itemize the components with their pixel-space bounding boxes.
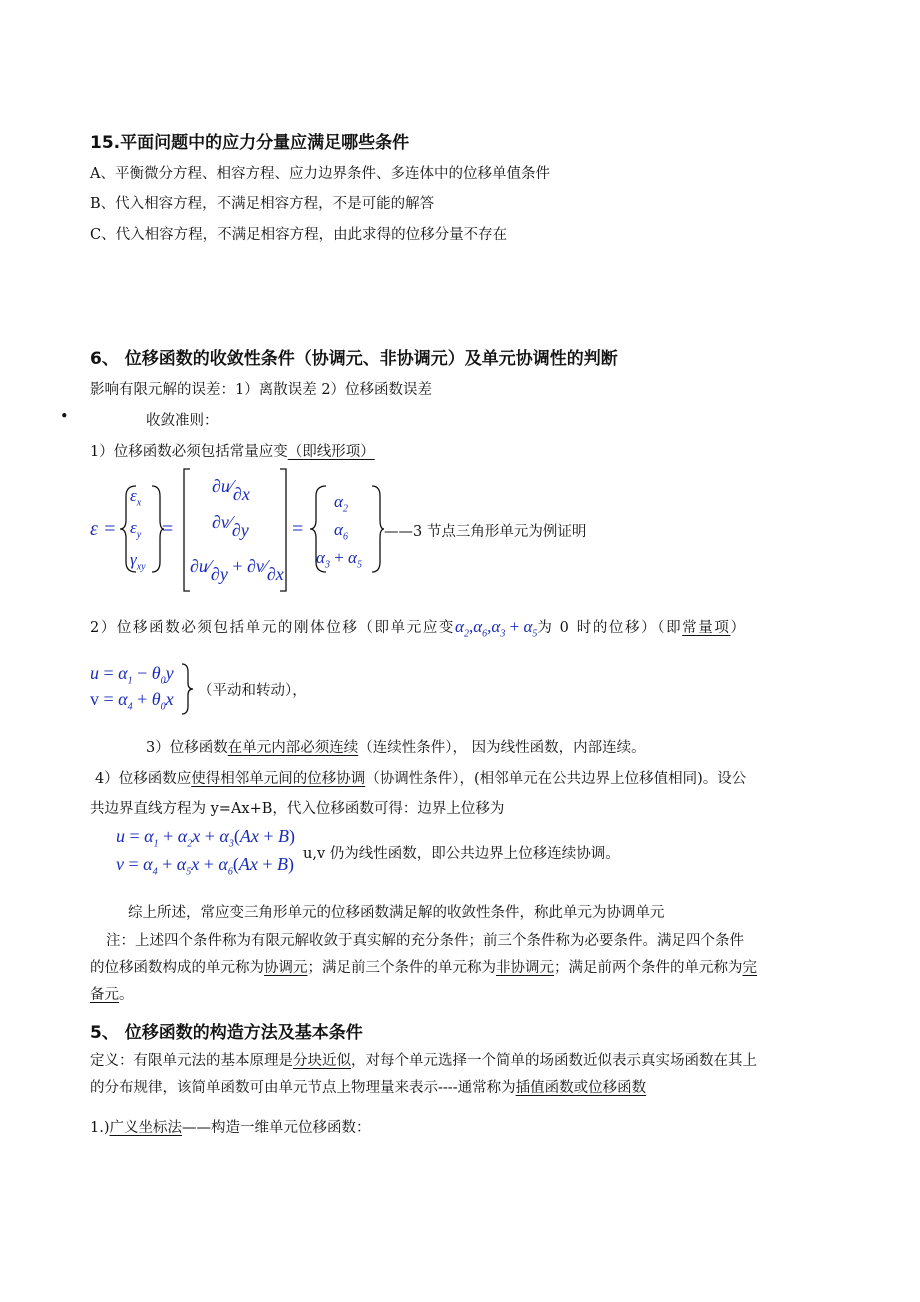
- def-text-a: 定义：有限单元法的基本原理是: [90, 1053, 293, 1069]
- criterion-1: [90, 440, 375, 461]
- criterion-4-underlined: 使得相邻单元间的位移协调: [191, 771, 366, 787]
- criterion-2: [90, 616, 747, 639]
- rigid-brace: [180, 662, 194, 716]
- conditions-note-line2: [90, 955, 835, 982]
- eq1-equals-1: =: [162, 518, 174, 540]
- criterion-1-text: 1）位移函数必须包括常量应变: [90, 444, 288, 460]
- q15-option-c: C、代入相容方程，不满足相容方程，由此求得的位移分量不存在: [90, 227, 508, 243]
- eps-y: $\varepsilon_y$: [130, 518, 142, 541]
- criterion-2-mid: 为 0 时的位移）（即: [537, 620, 683, 636]
- term-compatible-element: 协调元: [264, 960, 308, 976]
- term-complete-element-b: 备元: [90, 987, 119, 1003]
- note-text-d: ；满足前两个条件的单元称为: [554, 960, 743, 976]
- method-prefix: 1.): [90, 1120, 110, 1136]
- s6-heading: 6、 位移函数的收敛性条件（协调元、非协调元）及单元协调性的判断: [90, 349, 618, 369]
- term-piecewise-approx: 分块近似: [293, 1053, 351, 1069]
- q15-option-b: B、代入相容方程，不满足相容方程，不是可能的解答: [90, 196, 435, 212]
- alpha-6: $\alpha_6$: [334, 520, 348, 543]
- criterion-3-suffix: （连续性条件）， 因为线性函数，内部连续。: [358, 740, 646, 756]
- alpha-3-plus-alpha-5: $\alpha_3 + \alpha_5$: [316, 548, 362, 571]
- du-dy-plus-dv-dx: ∂u⁄∂y + ∂v⁄∂x: [190, 556, 284, 584]
- eq1-bracket-right: [278, 468, 288, 592]
- criterion-2-underlined: 常量项: [682, 620, 731, 636]
- criterion-1-underlined: （即线形项）: [287, 444, 375, 460]
- s5-definition: [90, 1048, 835, 1102]
- s6-error-line: 影响有限元解的误差：1）离散误差 2）位移函数误差: [90, 382, 433, 398]
- criterion-3-underlined: 在单元内部必须连续: [227, 740, 359, 756]
- def-text-c: 的分布规律，该简单函数可由单元节点上物理量来表示----通常称为: [90, 1080, 516, 1096]
- s5-definition-line1: [90, 1048, 835, 1075]
- criterion-4: [95, 767, 746, 788]
- rigid-v-equation: $v = \alpha_4 + \theta_0x$: [90, 689, 174, 713]
- def-text-b: ，对每个单元选择一个简单的场函数近似表示真实场函数在其上: [351, 1053, 757, 1069]
- eq1-equals-2: =: [292, 518, 304, 540]
- summary: 综上所述，常应变三角形单元的位移函数满足解的收敛性条件，称此单元为协调单元: [128, 905, 665, 921]
- term-complete-element-a: 完: [742, 960, 757, 976]
- criterion-4-suffix: （协调性条件），(相邻单元在公共边界上位移值相同)。设公: [365, 771, 747, 787]
- s5-heading: 5、 位移函数的构造方法及基本条件: [90, 1023, 363, 1043]
- rigid-note: （平动和转动），: [198, 683, 307, 699]
- criterion-3-prefix: 3）位移函数: [146, 740, 228, 756]
- term-generalized-coords: 广义坐标法: [109, 1120, 182, 1136]
- q15-heading: 15.平面问题中的应力分量应满足哪些条件: [90, 133, 410, 153]
- note-text-e: 。: [119, 987, 134, 1003]
- conditions-note-line1: 注：上述四个条件称为有限元解收敛于真实解的充分条件；前三个条件称为必要条件。满足四个条件: [106, 933, 744, 949]
- criterion-3: [146, 736, 646, 757]
- conditions-note: [90, 928, 835, 1009]
- gamma-xy: $\gamma_{xy}$: [130, 550, 146, 573]
- alpha-list: $\alpha_2,\alpha_6,\alpha_3 + \alpha_5$: [455, 617, 538, 640]
- rigid-u-equation: $u = \alpha_1 - \theta_0y$: [90, 663, 174, 687]
- note-text-c: ；满足前三个条件的单元称为: [307, 960, 496, 976]
- eq1-brace2-right: [370, 484, 384, 574]
- method-suffix: ——构造一维单元位移函数：: [182, 1120, 371, 1136]
- criterion-4-line2: 共边界直线方程为 y=Ax+B，代入位移函数可得：边界上位移为: [90, 801, 505, 817]
- term-incompatible-element: 非协调元: [496, 960, 554, 976]
- criterion-2-text: 2）位移函数必须包括单元的刚体位移（即单元应变: [90, 620, 456, 636]
- alpha-2: $\alpha_2$: [334, 492, 348, 515]
- eq1-lhs: ε =: [90, 518, 117, 540]
- boundary-u-equation: $u = \alpha_1 + \alpha_2x + \alpha_3(Ax + B)$: [116, 826, 295, 850]
- bullet: •: [60, 409, 69, 425]
- du-dx: ∂u⁄∂x: [212, 476, 250, 504]
- note-text-b: 的位移函数构成的单元称为: [90, 960, 264, 976]
- q15-option-a: A、平衡微分方程、相容方程、应力边界条件、多连体中的位移单值条件: [90, 166, 550, 182]
- s5-definition-line2: [90, 1075, 835, 1102]
- eq1-note: ——3 节点三角形单元为例证明: [384, 524, 587, 540]
- dv-dy: ∂v⁄∂y: [212, 512, 249, 540]
- criteria-label: 收敛准则：: [146, 413, 219, 429]
- boundary-v-equation: $v = \alpha_4 + \alpha_5x + \alpha_6(Ax + B)$: [116, 854, 294, 878]
- criterion-2-end: ）: [730, 620, 747, 636]
- conditions-note-line3: [90, 982, 835, 1009]
- term-interpolation-function: 插值函数或位移函数: [515, 1080, 647, 1096]
- eps-x: $\varepsilon_x$: [130, 486, 142, 509]
- s5-method: [90, 1116, 371, 1137]
- criterion-4-prefix: 4）位移函数应: [95, 771, 192, 787]
- boundary-note: u,v 仍为线性函数，即公共边界上位移连续协调。: [303, 846, 620, 862]
